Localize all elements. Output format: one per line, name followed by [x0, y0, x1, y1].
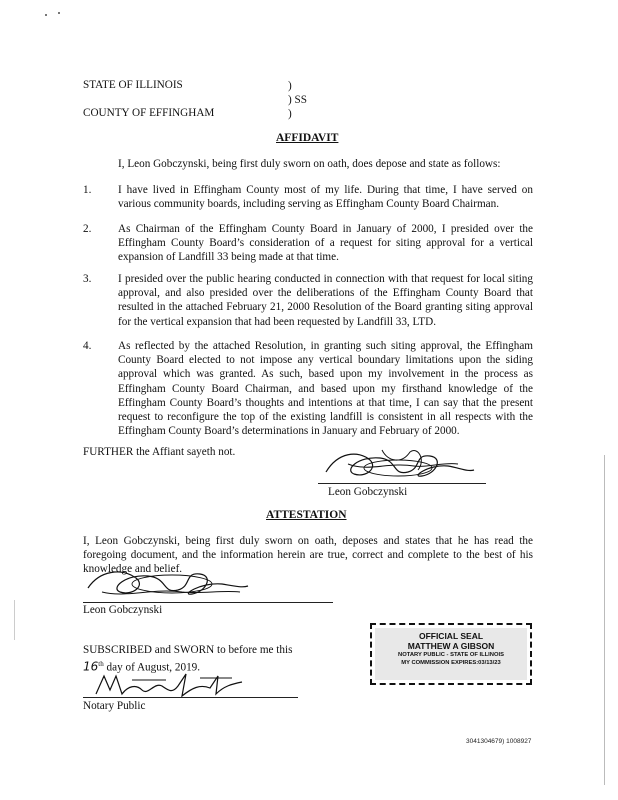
scan-speck [58, 12, 60, 14]
attestation-text: I, Leon Gobczynski, being first duly sworn on oath, deposes and states that he has read the foregoing document, and the information herein are true, correct and complete to the best of his knowledge and belief. [83, 535, 533, 576]
county-label: COUNTY OF EFFINGHAM [83, 107, 215, 119]
notary-day-number: 16 [83, 659, 99, 674]
item-1-number: 1. [83, 184, 92, 196]
affidavit-intro: I, Leon Gobczynski, being first duly sworn on oath, does depose and state as follows: [118, 158, 501, 170]
paren-1: ) [288, 80, 292, 92]
item-3-number: 3. [83, 273, 92, 285]
notary-seal-body [375, 628, 527, 680]
further-statement: FURTHER the Affiant sayeth not. [83, 446, 236, 458]
state-label: STATE OF ILLINOIS [83, 79, 183, 91]
attestation-signer-name: Leon Gobczynski [83, 604, 163, 616]
notary-signature-line [83, 697, 298, 698]
affiant-name: Leon Gobczynski [328, 486, 408, 498]
notary-seal [370, 623, 532, 685]
attestation-signature [82, 562, 252, 606]
attestation-title: ATTESTATION [266, 509, 347, 521]
scan-edge-line [604, 455, 605, 785]
scan-speck [45, 14, 47, 16]
item-4-number: 4. [83, 340, 92, 352]
notary-day-suffix: th [98, 660, 104, 668]
notary-day-rest: day of August, 2019. [106, 661, 201, 674]
subscribed-text: SUBSCRIBED and SWORN to before me this [83, 644, 293, 656]
notary-public-label: Notary Public [83, 700, 146, 712]
item-1-text: I have lived in Effingham County most of my life. During that time, I have served on various community boards, including serving as Effingham County Board Chairman. [118, 184, 533, 211]
item-2-number: 2. [83, 223, 92, 235]
paren-3: ) [288, 108, 292, 120]
scan-edge-line [14, 600, 15, 640]
paren-ss: ) SS [288, 94, 307, 106]
item-4-text: As reflected by the attached Resolution, in granting such siting approval, the Effingham County Board elected to not impose any vertical boundary limitations upon the siding approval which was granted. As such, based upon my involvement in the process as Effingham County Board Chairman, and based upon my firsthand knowledge of the Effingham County Board’s thoughts and intentions at that time, I can say that the present request to reconfigure the top of the existing landfill is consistent in all respects with the Effingham County Board’s determinations in January and February of 2000. [118, 340, 533, 438]
document-id: 3041304679) 1008927 [466, 738, 532, 745]
seal-title: OFFICIAL SEAL [418, 631, 484, 641]
affidavit-title: AFFIDAVIT [276, 132, 339, 144]
seal-state: NOTARY PUBLIC - STATE OF ILLINOIS [398, 652, 504, 658]
item-2-text: As Chairman of the Effingham County Board in January of 2000, I presided over the Effingham County Board’s consideration of a request for siting approval for a vertical expansion of Landfill 33 being made at that time. [118, 223, 533, 264]
seal-commission: MY COMMISSION EXPIRES:03/13/23 [401, 660, 501, 666]
item-3-text: I presided over the public hearing conducted in connection with that request for local siting approval, and also presided over the deliberations of the Effingham County Board that resulted in the attached February 21, 2000 Resolution of the Board granting siting approval for the vertical expansion that had been requested by Landfill 33, LTD. [118, 273, 533, 328]
affiant-signature-line [318, 483, 486, 484]
seal-notary-name: MATTHEW A GIBSON [407, 641, 495, 651]
